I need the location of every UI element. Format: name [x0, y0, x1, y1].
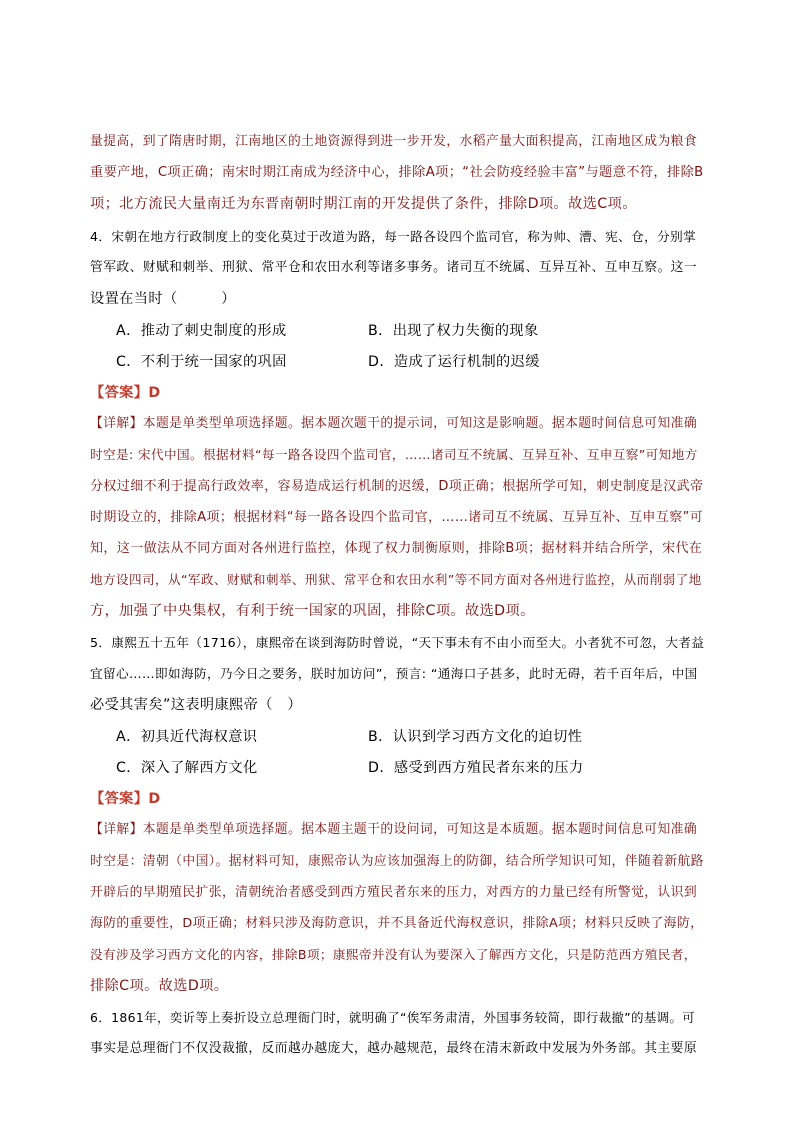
q3-detail-line-3: 项；北方流民大量南迁为东晋南朝时期江南的开发提供了条件，排除D项。故选C项。 — [90, 196, 637, 212]
q4-detail-line-4: 时期设立的，排除A项；根据材料“每一路各设四个监司官，……诸司互不统属、互异互补、互申互察”可 — [90, 510, 704, 525]
q5-option-b: B．认识到学习西方文化的迫切性 — [368, 729, 583, 745]
q4-option-a: A．推动了刺史制度的形成 — [116, 323, 287, 339]
q5-detail-line-4: 海防的重要性，D项正确；材料只涉及海防意识，并不具备近代海权意识，排除A项；材料只反映了海防， — [90, 916, 704, 931]
q4-stem-line-3: 设置在当时（ ） — [90, 291, 236, 307]
q5-option-a: A．初具近代海权意识 — [116, 729, 258, 745]
q4-option-d: D．造成了运行机制的迟缓 — [368, 354, 540, 370]
q4-detail-line-5: 知，这一做法从不同方面对各州进行监控，体现了权力制衡原则，排除B项；据材料并结合所学，宋代在 — [90, 541, 703, 556]
q5-answer-tag: 【答案】D — [90, 791, 161, 807]
q4-option-c: C．不利于统一国家的巩固 — [116, 354, 287, 370]
q5-stem-line-3: 必受其害矣”这表明康熙帝（ ） — [90, 697, 302, 713]
q5-detail-line-3: 开辟后的早期殖民扩张，清朝统治者感受到西方殖民者东来的压力，对西方的力量已经有所警觉，认识到 — [90, 885, 698, 900]
q4-detail-line-6: 地方设四司，从“军政、财赋和刺举、刑狱、常平仓和农田水利”等不同方面对各州进行监控，从而削弱了地 — [90, 572, 702, 587]
q3-detail-line-1: 量提高，到了隋唐时期，江南地区的土地资源得到进一步开发，水稻产量大面积提高，江南地区成为粮食 — [90, 134, 698, 149]
q6-stem-line-1: 6．1861年，奕䜣等上奏折设立总理衙门时，就明确了“俟军务肃清，外国事务较简，即行裁撤”的基调。可 — [90, 1010, 696, 1025]
q5-detail-line-2: 时空是：清朝（中国）。据材料可知，康熙帝认为应该加强海上的防御，结合所学知识可知，伴随着新航路 — [90, 854, 704, 869]
q5-detail-line-6: 排除C项。故选D项。 — [90, 978, 229, 994]
q3-detail-line-2: 重要产地，C项正确；南宋时期江南成为经济中心，排除A项；“社会防疫经验丰富”与题意不符，排除B — [90, 165, 704, 180]
q6-stem-line-2: 事实是总理衙门不仅没裁撤，反而越办越庞大，越办越规范，最终在清末新政中发展为外务部。其主要原 — [90, 1041, 698, 1056]
q4-stem-line-1: 4．宋朝在地方行政制度上的变化莫过于改道为路，每一路各设四个监司官，称为帅、漕、宪、仓，分别掌 — [90, 229, 697, 244]
q5-detail-line-1: 【详解】本题是单类型单项选择题。据本题主题干的设问词，可知这是本质题。据本题时间信息可知准确 — [90, 822, 698, 837]
q5-stem-line-1: 5．康熙五十五年（1716），康熙帝在谈到海防时曾说，“天下事未有不由小而至大。小者犹不可忽，大者益 — [90, 635, 705, 650]
q4-answer-tag: 【答案】D — [90, 385, 161, 401]
q5-stem-line-2: 宜留心……即如海防，乃今日之要务，朕时加访问”，预言: “通海口子甚多，此时无碍，若千百年后，中国 — [90, 666, 698, 681]
q5-detail-line-5: 没有涉及学习西方文化的内容，排除B项；康熙帝并没有认为要深入了解西方文化，只是防范西方殖民者， — [90, 947, 697, 962]
q5-option-c: C．深入了解西方文化 — [116, 760, 258, 776]
q4-detail-line-3: 分权过细不利于提高行政效率，容易造成运行机制的迟缓，D项正确；根据所学可知，刺史制度是汉武帝 — [90, 479, 704, 494]
q5-option-d: D．感受到西方殖民者东来的压力 — [368, 760, 584, 776]
q4-stem-line-2: 管军政、财赋和刺举、刑狱、常平仓和农田水利等诸多事务。诸司互不统属、互异互补、互申互察。这一 — [90, 260, 698, 275]
q4-detail-line-7: 方，加强了中央集权，有利于统一国家的巩固，排除C项。故选D项。 — [90, 603, 535, 619]
q4-detail-line-2: 时空是: 宋代中国。根据材料“每一路各设四个监司官，……诸司互不统属、互异互补、互申互察”可知地方 — [90, 447, 698, 462]
q4-option-b: B．出现了权力失衡的现象 — [368, 323, 539, 339]
q4-detail-line-1: 【详解】本题是单类型单项选择题。据本题次题干的提示词，可知这是影响题。据本题时间信息可知准确 — [90, 416, 698, 431]
